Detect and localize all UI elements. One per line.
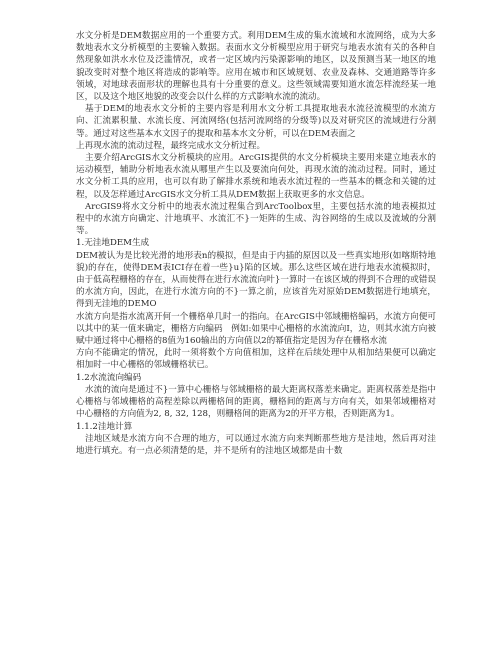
- paragraph-arctoolbox: ArcGIS9将水文分析中的地表水流过程集合到ArcToolbox里，主要包括水流的地表模拟过程中的水流方向确定、汁地填平、水流汇不}一矩阵的生成、沟谷网络的生成以及流域的分割等。: [76, 201, 436, 237]
- paragraph-flow-direction-cont: 方向不能确定的情况，此时一须将数个方向值相加，这样在后续处理中从相加结果便可以确定相加时一中心栅格的邻域栅格状已。: [76, 348, 436, 371]
- heading-sink-calc: 1.1.2洼地计算: [76, 421, 133, 432]
- paragraph-flow-coding: 水流的流向是通过不}一算中心栅格与邻域栅格的最大距离权落差来确定。距离权落差是指中心栅格与邻域栅格的高程差除以两栅格间的距离，栅格间的距离与方向有关，如果邻域栅格对中心栅格的方向值为2, 8, 32, 128，则栅格间的距离为2的开平方根，否则距离为1。: [76, 384, 436, 420]
- paragraph-dem-analysis-cont: 上再现水流的流动过程，最终完成水文分析过程。: [76, 140, 266, 151]
- paragraph-intro: 水文分析是DEM数据应用的一个重要方式。利用DEM生成的集水流域和水流网络，成为大多数地表水文分析模型的主要输入数据。表面水文分析模型应用于研究与地表水流有关的各种自然现象如洪水水位及泛滥情况，或者一定区域内污染源影响的地区，以及预测当某一地区的地貌改变时对整个地区将造成的影响等。应用在城市和区域规划、农业及森林、交通道路等许多领域，对地球表面形状的理解也具有十分重要的意义。这些领域需要知道水流怎样流经某一地区，以及这个地区地貌的改变会以什么样的方式影响水流的流动。: [76, 31, 436, 103]
- paragraph-arcgis-intro: 主要介绍ArcGIS水文分析模块的应用。ArcGIS提供的水文分析模块主要用来建立地表水的运动模型，辅助分析地表水流从哪里产生以及要流向何处，再现水流的流动过程。同时，通过水文分析工具的应用，也可以有助了解排水系统和地表水流过程的一些基本的概念和关键的过程，以及怎样通过ArcGIS水文分析工具从DEM数据上获取更多的水文信息。: [76, 153, 436, 200]
- paragraph-dem-analysis: 基于DEM的地表水文分析的主要内容是利用水文分析工具提取地表水流径流模型的水流方向、汇流累积量、水流长度、河流网络(包括河流网络的分级等)以及对研究区的流域进行分割等。通过对这些基本水文因子的提取和基本水文分析，可以在DEM表面之: [76, 104, 436, 139]
- paragraph-sink-fill: DEM被认为是比较光滑的地形表n的模拟，但是由于内插的原因以及一些真实地形(如喀斯特地貌)的存在，使得DEM表ICI存在着一些}u}陷的区域。那么这些区域在进行地表水流模拟时，由于低高程栅格的存在，从而使得在进行水流流向叶}一算时一在该区域的得到不合理的或错误的水流方向，因此，在进行水流方向的不}一算之前，应该首先对原始DEM数据进行地填充，得到无洼地的DEMO: [76, 250, 436, 310]
- heading-no-sink-dem: 1.无洼地DEM生成: [76, 238, 150, 249]
- heading-flow-coding: 1.2水流流向编码: [76, 372, 142, 383]
- paragraph-sink-calc: 洼地区域是水流方向不合理的地方，可以通过水流方向来判断那些地方是洼地，然后再对洼地进行填充。有一点必须清楚的是，并不是所有的洼地区域都是由十数: [76, 433, 436, 456]
- document-page: [76, 30, 436, 457]
- paragraph-flow-direction: 水流方向是指水流离开何一个栅格单几时一的指向。在ArcGIS中邻域栅格编码，水流方向便可以其中的某一值来确定，栅格方向编码 例如:如果中心栅格的水流流向I，边，则其水流方向被赋中通过将中心栅格的8值为160输出的方向值以2的幂值指定是因为存在栅格水流: [76, 311, 436, 347]
